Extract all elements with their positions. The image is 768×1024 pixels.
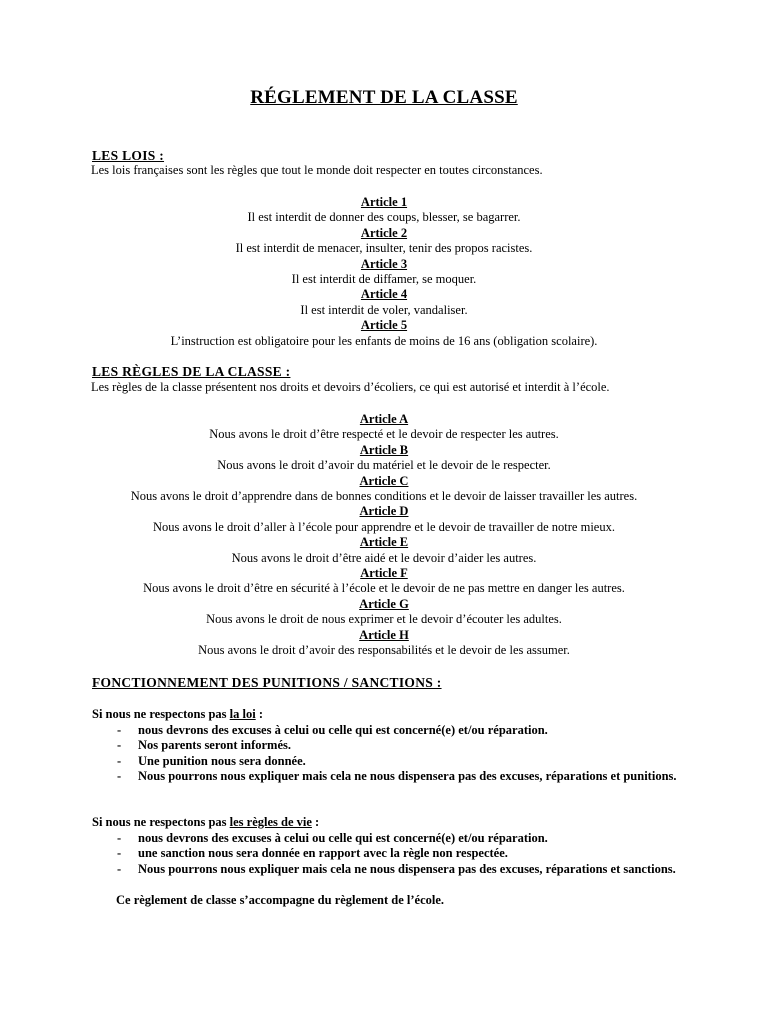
condition-suffix: : <box>255 707 263 721</box>
article-label: Article 2 <box>360 225 408 240</box>
list-item: - nous devrons des excuses à celui ou celle qui est concerné(e) et/ou réparation. <box>92 831 698 847</box>
article-label: Article 4 <box>360 287 408 302</box>
condition-prefix: Si nous ne respectons pas <box>92 707 230 721</box>
closing-statement: Ce règlement de classe s’accompagne du règlement de l’école. <box>116 893 445 907</box>
article-text: Nous avons le droit d’avoir des responsabilités et le devoir de les assumer. <box>198 643 570 658</box>
section-intro-lois: Les lois françaises sont les règles que tout le monde doit respecter en toutes circonstances. <box>91 163 543 177</box>
list-item: - Une punition nous sera donnée. <box>92 754 698 770</box>
article-label: Article A <box>359 412 409 426</box>
article-text: Nous avons le droit d’avoir du matériel et le devoir de le respecter. <box>217 458 551 473</box>
article-text: Nous avons le droit d’aller à l’école pour apprendre et le devoir de travailler de notre mieux. <box>153 519 615 534</box>
article-text: Nous avons le droit d’être en sécurité à l’école et le devoir de ne pas mettre en danger les autres. <box>143 581 625 596</box>
regles-articles <box>0 412 768 659</box>
article-label: Article 3 <box>360 256 408 271</box>
section-heading-regles: LES RÈGLES DE LA CLASSE : <box>92 364 291 379</box>
vie-consequences-list <box>92 831 698 878</box>
article-text: Nous avons le droit de nous exprimer et le devoir d’écouter les adultes. <box>206 612 562 627</box>
article-text: Il est interdit de menacer, insulter, tenir des propos racistes. <box>235 241 533 256</box>
article-label: Article 1 <box>360 195 408 209</box>
condition-suffix: : <box>311 815 320 829</box>
article-label: Article C <box>359 473 409 488</box>
section-intro-regles: Les règles de la classe présentent nos droits et devoirs d’écoliers, ce qui est autorisé et interdit à l’école. <box>91 380 610 394</box>
article-text: Nous avons le droit d’apprendre dans de bonnes conditions et le devoir de laisser travailler les autres. <box>130 489 638 504</box>
section-heading-lois: LES LOIS : <box>92 148 165 163</box>
list-item: - Nous pourrons nous expliquer mais cela ne nous dispensera pas des excuses, réparations et punitions. <box>92 769 698 785</box>
loi-consequences-list <box>92 723 698 785</box>
article-label: Article F <box>360 566 408 581</box>
list-item: - nous devrons des excuses à celui ou celle qui est concerné(e) et/ou réparation. <box>92 723 698 739</box>
condition-prefix: Si nous ne respectons pas <box>92 815 230 829</box>
article-text: Nous avons le droit d’être respecté et le devoir de respecter les autres. <box>209 427 559 442</box>
vie-condition <box>92 815 698 831</box>
article-label: Article B <box>359 442 409 457</box>
section-heading-punitions: FONCTIONNEMENT DES PUNITIONS / SANCTIONS : <box>92 675 442 690</box>
article-text: Nous avons le droit d’être aidé et le devoir d’aider les autres. <box>231 550 537 565</box>
article-text: Il est interdit de diffamer, se moquer. <box>291 272 477 287</box>
loi-block <box>92 707 698 785</box>
article-label: Article E <box>359 535 409 550</box>
page-title: RÉGLEMENT DE LA CLASSE <box>250 87 518 108</box>
loi-condition <box>92 707 698 723</box>
condition-emphasis: les règles de vie <box>229 815 312 829</box>
article-text: L’instruction est obligatoire pour les enfants de moins de 16 ans (obligation scolaire). <box>170 333 598 348</box>
article-label: Article G <box>359 596 409 611</box>
article-label: Article D <box>359 504 409 519</box>
condition-emphasis: la loi <box>229 707 256 721</box>
list-item: - Nous pourrons nous expliquer mais cela ne nous dispensera pas des excuses, réparations et sanctions. <box>92 862 698 878</box>
lois-articles <box>0 195 768 349</box>
article-label: Article H <box>359 627 409 642</box>
article-text: Il est interdit de voler, vandaliser. <box>300 302 468 317</box>
list-item: - une sanction nous sera donnée en rapport avec la règle non respectée. <box>92 846 698 862</box>
article-label: Article 5 <box>360 318 408 333</box>
list-item: - Nos parents seront informés. <box>92 738 698 754</box>
vie-block <box>92 815 698 877</box>
article-text: Il est interdit de donner des coups, blesser, se bagarrer. <box>247 210 521 225</box>
